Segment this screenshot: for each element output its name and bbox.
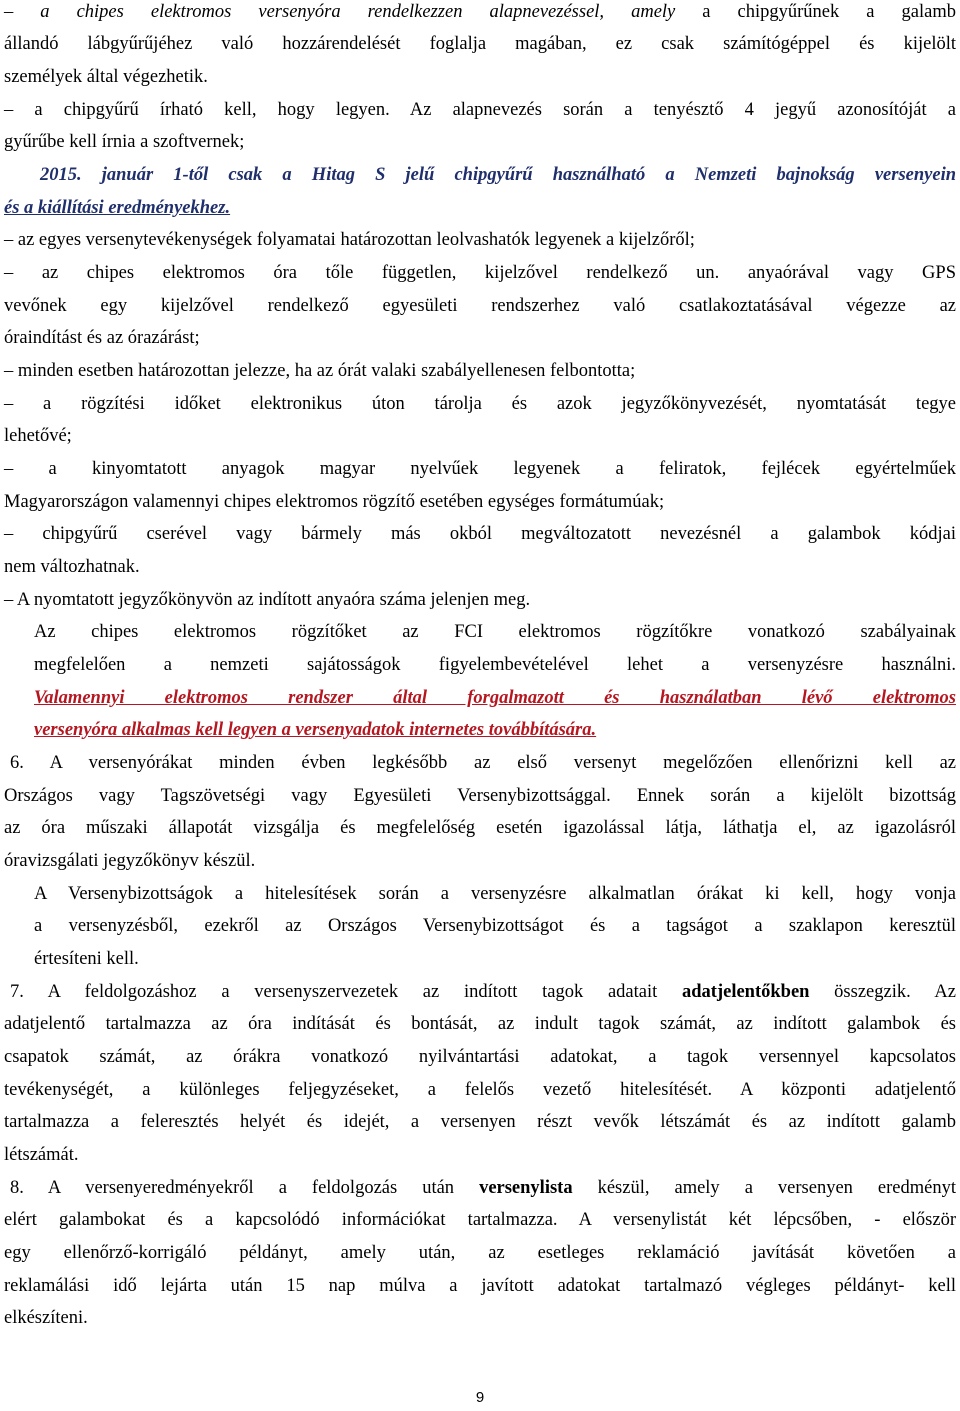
text-line: 6. A versenyórákat minden évben legkésőbb az első versenyt megelőzően ellenőrizni kell az xyxy=(10,753,956,773)
text-line: értesíteni kell. xyxy=(34,949,139,969)
text-line: – A nyomtatott jegyzőkönyvön az indított anyaóra száma jelenjen meg. xyxy=(4,590,531,610)
text-line: csapatok számát, az órákra vonatkozó nyilvántartási adatokat, a tagok versennyel kapcsolatos xyxy=(4,1047,956,1067)
text-line: – az chipes elektromos óra tőle független, kijelzővel rendelkező un. anyaórával vagy GPS xyxy=(4,263,956,283)
page-number: 9 xyxy=(475,1389,485,1406)
text-line: – a kinyomtatott anyagok magyar nyelvűek legyenek a feliratok, fejlécek egyértelműek xyxy=(4,459,956,479)
text-line: – az egyes versenytevékenységek folyamatai határozottan leolvashatók legyenek a kijelzőről; xyxy=(4,230,695,250)
text-line-highlight: Valamennyi elektromos rendszer által forgalmazott és használatban lévő elektromos xyxy=(34,688,956,708)
text-line: óraindítást és az órazárást; xyxy=(4,328,200,348)
text-line: A Versenybizottságok a hitelesítések során a versenyzésre alkalmatlan órákat ki kell, hogy vonja xyxy=(34,884,956,904)
text-line: létszámát. xyxy=(4,1145,79,1165)
text-span: készül, amely a versenyen eredményt xyxy=(572,1178,956,1198)
text-span: 7. A feldolgozáshoz a versenyszervezetek az indított tagok adatait xyxy=(10,982,682,1002)
text-line xyxy=(10,1176,956,1200)
text-line-highlight: versenyóra alkalmas kell legyen a versenyadatok internetes továbbítására. xyxy=(34,720,597,740)
text-line: – a rögzítési időket elektronikus úton tárolja és azok jegyzőkönyvezését, nyomtatását tegye xyxy=(4,394,956,414)
text-line xyxy=(4,0,956,24)
text-line: megfelelően a nemzeti sajátosságok figyelembevételével lehet a versenyzésre használni. xyxy=(34,655,956,675)
text-line-highlight: 2015. január 1-től csak a Hitag S jelű chipgyűrű használható a Nemzeti bajnokság versenyein xyxy=(40,165,956,185)
text-line: Az chipes elektromos rögzítőket az FCI elektromos rögzítőkre vonatkozó szabályainak xyxy=(34,622,956,642)
text-line xyxy=(10,980,956,1004)
text-span-bold: adatjelentőkben xyxy=(682,982,810,1002)
text-span: összegzik. Az xyxy=(809,982,956,1002)
text-line: a versenyzésből, ezekről az Országos Versenybizottságot és a tagságot a szaklapon keresztül xyxy=(34,916,956,936)
text-line: az óra műszaki állapotát vizsgálja és megfelelőség esetén igazolással látja, láthatja el, az igazolásról xyxy=(4,818,956,838)
text-line: Országos vagy Tagszövetségi vagy Egyesületi Versenybizottsággal. Ennek során a kijelölt bizottság xyxy=(4,786,956,806)
text-line: vevőnek egy kijelzővel rendelkező egyesületi rendszerhez való csatlakoztatásával végezze az xyxy=(4,296,956,316)
text-line: elért galambokat és a kapcsolódó információkat tartalmazza. A versenylistát két lépcsőben, - először xyxy=(4,1210,956,1230)
text-line: egy ellenőrző-korrigáló példányt, amely után, az esetleges reklamáció javítását követően a xyxy=(4,1243,956,1263)
text-line: tartalmazza a feleresztés helyét és idejét, a versenyen részt vevők létszámát és az indított galamb xyxy=(4,1112,956,1132)
text-line: elkészíteni. xyxy=(4,1308,88,1328)
text-line: gyűrűbe kell írnia a szoftvernek; xyxy=(4,132,245,152)
text-line-highlight: és a kiállítási eredményekhez. xyxy=(4,198,231,218)
text-line: – chipgyűrű cserével vagy bármely más okból megváltozatott nevezésnél a galambok kódjai xyxy=(4,524,956,544)
text-line: adatjelentő tartalmazza az óra indítását és bontását, az indult tagok számát, az indított galambok és xyxy=(4,1014,956,1034)
text-span: a chipgyűrűnek a galamb xyxy=(675,2,956,22)
text-line: lehetővé; xyxy=(4,426,72,446)
text-line: személyek által végezhetik. xyxy=(4,67,208,87)
text-line: tevékenységét, a különleges feljegyzéseket, a felelős vezető hitelesítését. A központi adatjelentő xyxy=(4,1080,956,1100)
text-span-italic: – a chipes elektromos versenyóra rendelkezzen alapnevezéssel, amely xyxy=(4,2,676,22)
text-line: óravizsgálati jegyzőkönyv készül. xyxy=(4,851,256,871)
text-line: – a chipgyűrű írható kell, hogy legyen. Az alapnevezés során a tenyésztő 4 jegyű azonosítóját a xyxy=(4,100,956,120)
text-line: nem változhatnak. xyxy=(4,557,140,577)
text-line: állandó lábgyűrűjéhez való hozzárendelését foglalja magában, ez csak számítógéppel és kijelölt xyxy=(4,34,956,54)
text-line: reklamálási idő lejárta után 15 nap múlva a javított adatokat tartalmazó végleges példányt- kell xyxy=(4,1276,956,1296)
text-span-bold: versenylista xyxy=(479,1178,573,1198)
text-line: Magyarországon valamennyi chipes elektromos rögzítő esetében egységes formátumúak; xyxy=(4,492,665,512)
text-span: 8. A versenyeredményekről a feldolgozás után xyxy=(10,1178,480,1198)
text-line: – minden esetben határozottan jelezze, ha az órát valaki szabályellenesen felbontotta; xyxy=(4,361,636,381)
